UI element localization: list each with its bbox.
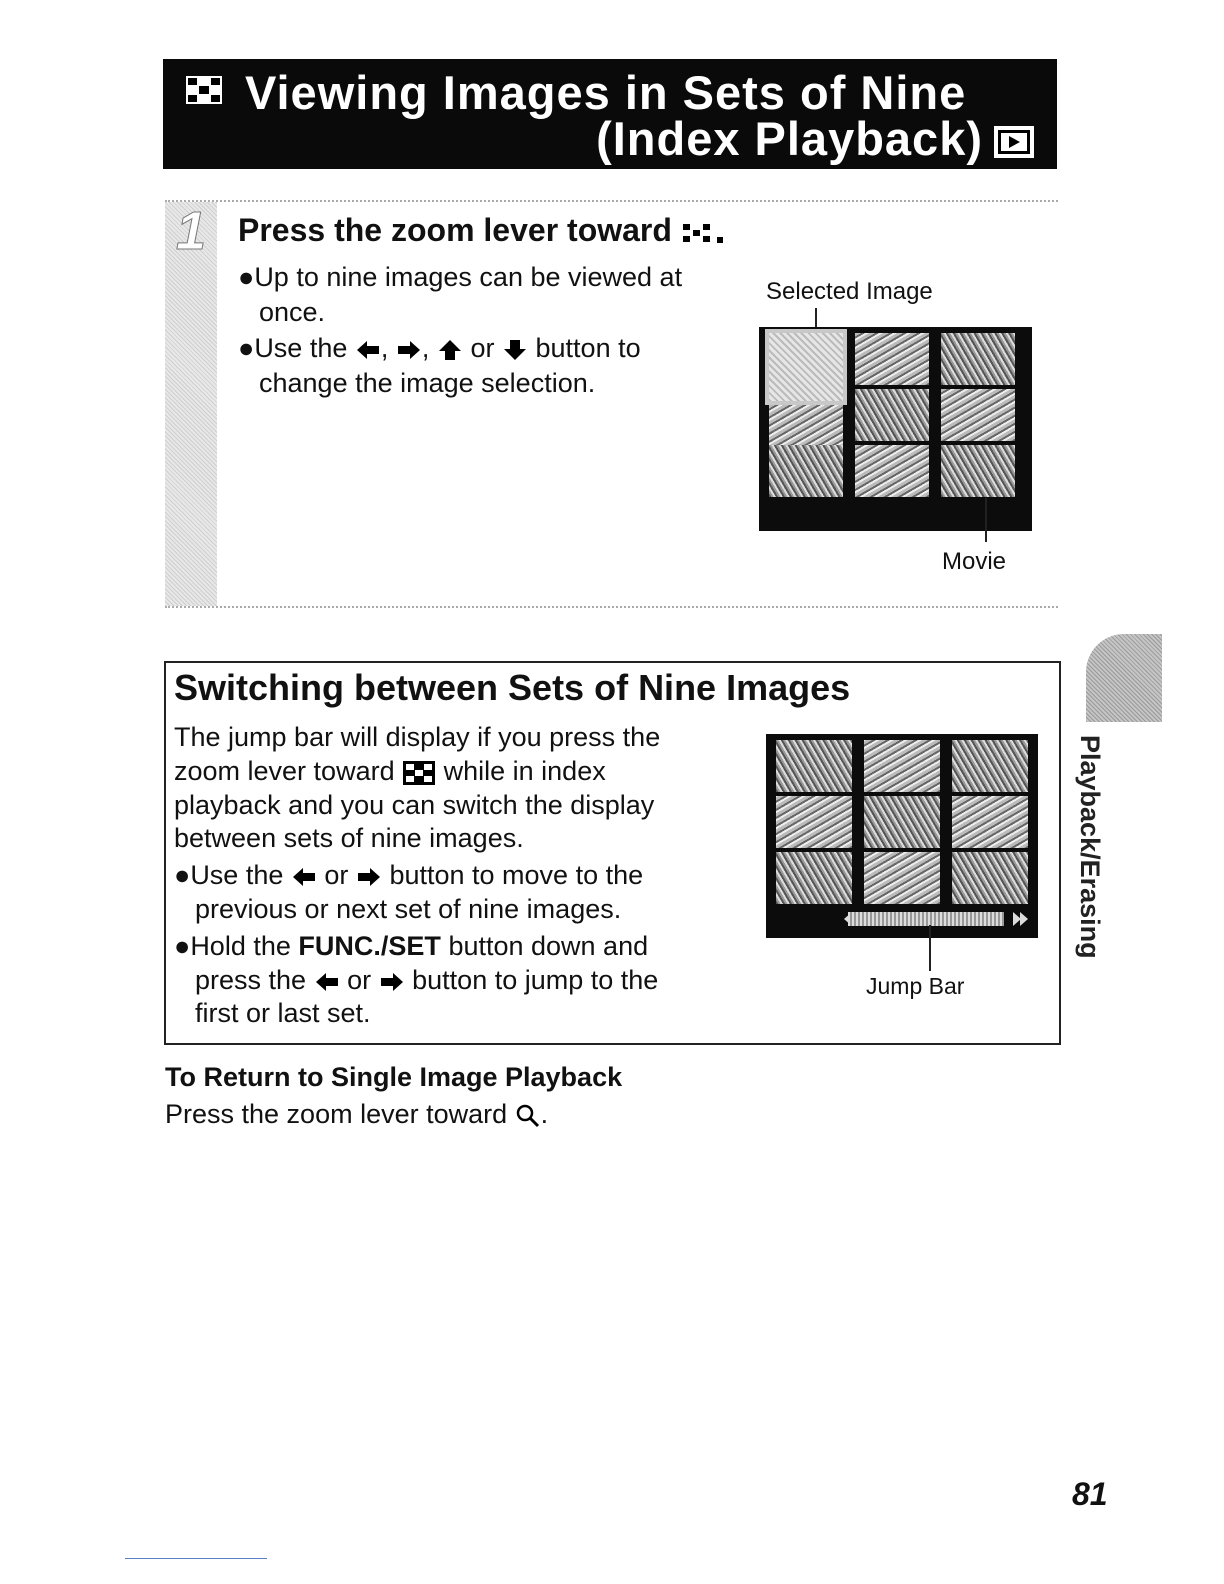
magnify-icon bbox=[515, 1103, 541, 1129]
b1-suffix: button to move to the bbox=[389, 860, 644, 890]
jumpbar-leader-line bbox=[929, 925, 931, 971]
return-text bbox=[165, 1099, 548, 1130]
thumbnail bbox=[952, 852, 1028, 904]
side-tab-label bbox=[1075, 735, 1135, 995]
thumbnail bbox=[941, 389, 1015, 441]
b2-line2-suffix: button to jump to the bbox=[412, 965, 659, 995]
thumbnail bbox=[952, 796, 1028, 848]
thumbnail bbox=[855, 389, 929, 441]
title-bar bbox=[163, 59, 1057, 169]
thumbnail bbox=[855, 445, 929, 497]
switch-bullet-1: ●Use the or button to move to the bbox=[174, 860, 644, 890]
index-screen-1 bbox=[759, 327, 1032, 531]
switching-heading: Switching between Sets of Nine Images bbox=[174, 667, 851, 708]
up-arrow-icon bbox=[437, 338, 463, 362]
bullet2-suffix: button to bbox=[535, 333, 641, 363]
thumbnail bbox=[776, 740, 852, 792]
para-line2-b: while in index bbox=[443, 756, 606, 786]
title-text-1: Viewing Images in Sets of Nine bbox=[245, 66, 967, 119]
movie-leader-line bbox=[985, 498, 987, 542]
switch-para-line2 bbox=[174, 754, 606, 788]
bullet2-or: or bbox=[470, 333, 495, 363]
index-grid-icon bbox=[402, 760, 436, 786]
playback-icon bbox=[993, 125, 1035, 159]
index-zoom-icon bbox=[681, 220, 731, 246]
thumbnail bbox=[769, 445, 843, 497]
step-number: 1 bbox=[175, 201, 207, 261]
bottom-rule bbox=[125, 1558, 267, 1559]
b2-prefix: Hold the bbox=[190, 931, 291, 961]
switch-para-line4: between sets of nine images. bbox=[174, 823, 524, 853]
step-heading-text: Press the zoom lever toward bbox=[238, 212, 672, 248]
thumbnail-movie bbox=[941, 445, 1015, 497]
switch-para-line3: playback and you can switch the display bbox=[174, 790, 655, 820]
right-arrow-icon bbox=[396, 339, 422, 361]
side-tab bbox=[1086, 634, 1162, 722]
step-bullet-1: ●Up to nine images can be viewed at bbox=[238, 262, 683, 292]
index-grid-icon bbox=[185, 75, 223, 105]
index-screen-2 bbox=[766, 734, 1038, 938]
b2-line3: first or last set. bbox=[195, 998, 371, 1028]
left-arrow-icon bbox=[314, 971, 340, 993]
side-tab-text: Playback/Erasing bbox=[1075, 735, 1105, 959]
right-arrow-icon bbox=[379, 971, 405, 993]
right-arrow-icon bbox=[356, 866, 382, 888]
bullet2-sep1: , bbox=[380, 333, 389, 363]
title-text-2: (Index Playback) bbox=[596, 112, 983, 165]
jump-bar bbox=[848, 912, 1004, 926]
bullet1-line2: once. bbox=[259, 297, 326, 327]
b1-line2: previous or next set of nine images. bbox=[195, 894, 622, 924]
thumbnail bbox=[776, 852, 852, 904]
b2-or: or bbox=[347, 965, 372, 995]
movie-label: Movie bbox=[942, 548, 1007, 575]
para-line2-a: zoom lever toward bbox=[174, 756, 395, 786]
selected-image-label: Selected Image bbox=[766, 278, 933, 305]
page-number: 81 bbox=[1072, 1476, 1108, 1512]
step-1-section bbox=[165, 200, 1058, 608]
step-heading bbox=[238, 212, 731, 249]
switch-para-line1: The jump bar will display if you press the bbox=[174, 722, 661, 752]
step-bullet-2: ●Use the , , or button to bbox=[238, 333, 641, 363]
left-arrow-icon bbox=[355, 339, 381, 361]
jump-bar-label: Jump Bar bbox=[866, 973, 965, 999]
switching-box bbox=[164, 661, 1061, 1045]
return-heading: To Return to Single Image Playback bbox=[165, 1062, 623, 1092]
thumbnail-selected bbox=[769, 333, 843, 401]
thumbnail bbox=[776, 796, 852, 848]
b2-line2-prefix: press the bbox=[195, 965, 307, 995]
b1-or: or bbox=[324, 860, 349, 890]
thumbnail bbox=[864, 796, 940, 848]
bullet2-sep2: , bbox=[421, 333, 430, 363]
bullet2-line2: change the image selection. bbox=[259, 368, 596, 398]
bullet1-line1: Up to nine images can be viewed at bbox=[254, 262, 683, 292]
switch-bullet-2: ●Hold the FUNC./SET button down and bbox=[174, 931, 649, 961]
return-text-body: Press the zoom lever toward bbox=[165, 1099, 508, 1129]
return-text-end: . bbox=[540, 1099, 549, 1129]
func-set-label: FUNC./SET bbox=[298, 931, 441, 961]
thumbnail bbox=[864, 852, 940, 904]
left-arrow-icon bbox=[291, 866, 317, 888]
b2-line2 bbox=[195, 963, 658, 997]
down-arrow-icon bbox=[502, 338, 528, 362]
thumbnail bbox=[952, 740, 1028, 792]
b2-suffix: button down and bbox=[448, 931, 649, 961]
thumbnail bbox=[864, 740, 940, 792]
jump-right-icon bbox=[1012, 912, 1028, 926]
thumbnail bbox=[855, 333, 929, 385]
b1-prefix: Use the bbox=[190, 860, 284, 890]
thumbnail bbox=[941, 333, 1015, 385]
bullet2-prefix: Use the bbox=[254, 333, 348, 363]
step-bar bbox=[165, 202, 217, 606]
